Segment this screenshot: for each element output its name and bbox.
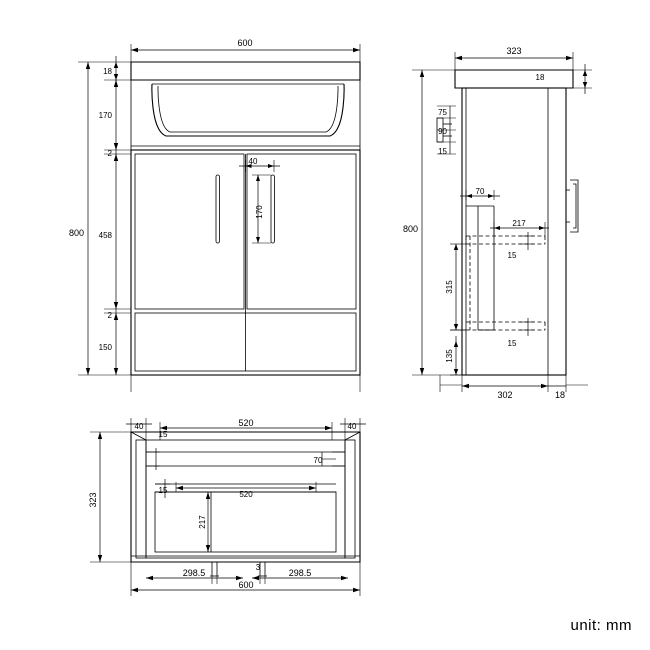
- dim-front-gap-b: 2: [107, 311, 112, 320]
- unit-note: unit: mm: [570, 617, 632, 634]
- dim-side-overall-height: 800: [402, 224, 418, 234]
- dim-plan-panel-thickness-mid: 15: [158, 486, 168, 495]
- dim-front-handle-length: 170: [255, 205, 264, 219]
- dim-front-width: 600: [237, 38, 253, 48]
- dim-front-drawer-height: 150: [98, 343, 112, 352]
- dim-plan-inner-width-2: 520: [239, 490, 253, 499]
- dim-side-pipe-offset: 70: [475, 187, 485, 196]
- dim-side-base-height: 135: [445, 349, 454, 363]
- side-dimensions: [412, 52, 592, 392]
- dim-plan-inner-width: 520: [238, 418, 254, 428]
- dim-plan-overall-width: 600: [238, 580, 254, 590]
- dim-front-gap-a: 2: [107, 149, 112, 158]
- dim-front-overall-height: 800: [68, 228, 84, 238]
- plan-view-geometry: [131, 432, 360, 576]
- dim-side-depth: 323: [506, 46, 522, 56]
- dim-plan-side-left: 40: [134, 422, 144, 431]
- dim-plan-half-left: 298.5: [182, 568, 206, 578]
- dim-side-body-depth: 302: [497, 390, 513, 400]
- dim-plan-shelf-depth: 217: [198, 515, 207, 529]
- side-elevation-geometry: [437, 70, 578, 375]
- dim-side-waste-small: 15: [438, 147, 447, 156]
- dim-plan-rail-depth: 70: [313, 456, 323, 465]
- dim-front-basin-recess: 170: [98, 111, 112, 120]
- dim-side-shelf-depth: 217: [512, 219, 526, 228]
- dim-side-shelf-height: 315: [445, 280, 454, 294]
- dim-front-top-thickness: 18: [103, 67, 112, 76]
- dim-plan-half-right: 298.5: [288, 568, 312, 578]
- dim-side-waste-upper: 75: [438, 108, 447, 117]
- dim-front-door-height: 458: [98, 231, 112, 240]
- side-dimension-labels: [403, 46, 565, 400]
- dim-side-shelf-thickness: 15: [507, 251, 517, 260]
- dim-plan-center-gap: 3: [255, 563, 261, 572]
- plan-dimension-labels: [88, 418, 357, 590]
- dim-side-base-thickness: 15: [507, 339, 517, 348]
- dim-plan-panel-thickness-top: 15: [158, 430, 168, 439]
- dim-plan-side-right: 40: [347, 422, 357, 431]
- dim-side-top-thickness: 18: [535, 73, 545, 82]
- dim-side-back-panel: 18: [554, 390, 566, 400]
- dim-plan-overall-depth: 323: [88, 492, 98, 508]
- dim-front-handle-offset: 40: [248, 157, 258, 166]
- dim-side-waste-lower: 90: [438, 127, 447, 136]
